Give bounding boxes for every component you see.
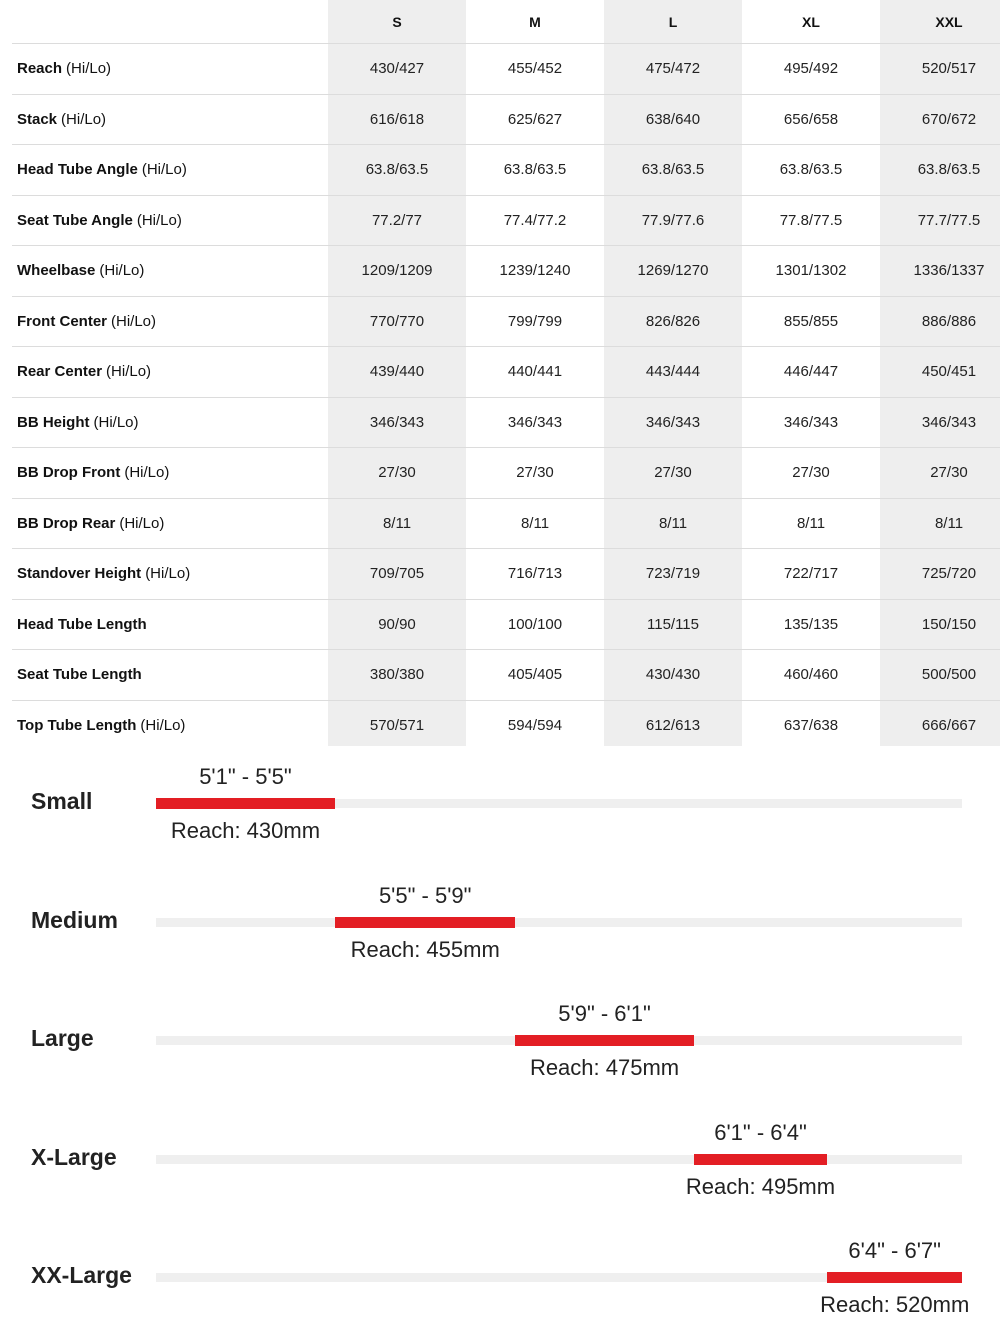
table-row (12, 94, 1000, 145)
table-cell: 440/441 (507, 363, 563, 381)
table-row (12, 195, 1000, 246)
table-cell: 77.8/77.5 (779, 211, 843, 229)
table-cell: 446/447 (783, 363, 839, 381)
row-label-name: Stack (17, 110, 58, 128)
row-label-suffix: (Hi/Lo) (93, 413, 139, 431)
table-row (12, 296, 1000, 347)
row-label-suffix: (Hi/Lo) (119, 514, 165, 532)
height-range-label: 5'9" - 6'1" (558, 1001, 651, 1026)
size-header-s: S (392, 13, 402, 30)
height-range-label: 5'1" - 5'5" (199, 764, 292, 789)
row-label-name: BB Drop Rear (17, 514, 116, 532)
row-label (17, 499, 164, 549)
table-cell: 495/492 (783, 60, 839, 78)
row-label-name: BB Height (17, 413, 90, 431)
reach-label: Reach: 475mm (529, 1055, 680, 1080)
table-cell: 709/705 (369, 565, 425, 583)
height-range-bar (335, 917, 516, 928)
height-range-track (156, 1155, 962, 1164)
table-cell: 150/150 (921, 615, 977, 633)
reach-label: Reach: 455mm (350, 937, 500, 962)
row-label-suffix: (Hi/Lo) (145, 565, 191, 583)
table-cell: 63.8/63.5 (641, 161, 705, 179)
table-cell: 1209/1209 (361, 262, 433, 280)
size-header-m: M (529, 13, 541, 30)
table-cell: 460/460 (783, 666, 839, 684)
table-cell: 855/855 (783, 312, 839, 330)
row-label-suffix: (Hi/Lo) (141, 161, 187, 179)
row-label-name: Reach (17, 60, 63, 78)
table-row (12, 447, 1000, 498)
table-cell: 1336/1337 (913, 262, 985, 280)
row-label-name: Standover Height (17, 565, 142, 583)
row-label (17, 650, 142, 700)
table-cell: 716/713 (507, 565, 563, 583)
table-cell: 8/11 (382, 514, 412, 532)
row-label (17, 549, 190, 599)
table-cell: 500/500 (921, 666, 977, 684)
row-label-suffix: (Hi/Lo) (124, 464, 170, 482)
row-label-name: Head Tube Angle (17, 161, 138, 179)
row-label-name: Seat Tube Length (17, 666, 142, 684)
row-label (17, 600, 147, 650)
row-label-suffix: (Hi/Lo) (140, 716, 186, 734)
table-row (12, 649, 1000, 700)
table-cell: 63.8/63.5 (917, 161, 981, 179)
size-name: X-Large (31, 1144, 117, 1170)
table-cell: 455/452 (507, 60, 563, 78)
table-cell: 63.8/63.5 (365, 161, 429, 179)
table-cell: 826/826 (645, 312, 701, 330)
table-cell: 1239/1240 (499, 262, 571, 280)
table-cell: 77.4/77.2 (503, 211, 567, 229)
table-cell: 27/30 (378, 464, 416, 482)
height-range-bar (694, 1154, 828, 1165)
table-row (12, 700, 1000, 751)
table-cell: 346/343 (921, 413, 977, 431)
size-header-xxl: XXL (935, 13, 963, 30)
row-label-name: Head Tube Length (17, 615, 147, 633)
table-row (12, 43, 1000, 94)
table-cell: 666/667 (921, 716, 977, 734)
row-label-name: BB Drop Front (17, 464, 121, 482)
height-range-bar (515, 1035, 693, 1046)
table-cell: 725/720 (921, 565, 977, 583)
table-cell: 886/886 (921, 312, 977, 330)
table-cell: 656/658 (783, 110, 839, 128)
row-label-suffix: (Hi/Lo) (106, 363, 152, 381)
row-label (17, 398, 139, 448)
table-cell: 1269/1270 (637, 262, 709, 280)
row-label (17, 145, 187, 195)
table-cell: 135/135 (783, 615, 839, 633)
table-cell: 8/11 (520, 514, 550, 532)
size-name: Small (31, 788, 93, 814)
table-cell: 770/770 (369, 312, 425, 330)
height-range-label: 6'1" - 6'4" (714, 1120, 807, 1145)
reach-label: Reach: 430mm (170, 818, 321, 843)
row-label (17, 44, 111, 94)
size-guide-row (0, 1234, 1000, 1327)
height-range-track (156, 918, 962, 927)
row-label (17, 347, 151, 397)
table-cell: 799/799 (507, 312, 563, 330)
table-cell: 570/571 (369, 716, 425, 734)
table-cell: 430/427 (369, 60, 425, 78)
height-range-bar (827, 1272, 962, 1283)
row-label-name: Rear Center (17, 363, 103, 381)
row-label (17, 95, 106, 145)
table-row (12, 144, 1000, 195)
table-cell: 8/11 (658, 514, 688, 532)
size-guide-row (0, 760, 1000, 878)
table-cell: 27/30 (654, 464, 692, 482)
size-guide-row (0, 1116, 1000, 1234)
reach-label: Reach: 520mm (820, 1292, 970, 1317)
table-cell: 27/30 (516, 464, 554, 482)
table-row (12, 346, 1000, 397)
row-label-suffix: (Hi/Lo) (111, 312, 157, 330)
size-name: Medium (31, 907, 118, 933)
table-row (12, 599, 1000, 650)
table-cell: 63.8/63.5 (779, 161, 843, 179)
table-row (12, 397, 1000, 448)
table-cell: 77.2/77 (371, 211, 423, 229)
row-label-suffix: (Hi/Lo) (61, 110, 107, 128)
table-cell: 8/11 (934, 514, 964, 532)
size-name: Large (31, 1025, 94, 1051)
table-cell: 723/719 (645, 565, 701, 583)
table-cell: 430/430 (645, 666, 701, 684)
row-label-name: Front Center (17, 312, 107, 330)
table-cell: 637/638 (783, 716, 839, 734)
row-label (17, 448, 169, 498)
table-cell: 638/640 (645, 110, 701, 128)
reach-label: Reach: 495mm (685, 1174, 836, 1199)
row-label-suffix: (Hi/Lo) (136, 211, 182, 229)
row-label (17, 196, 182, 246)
table-cell: 439/440 (369, 363, 425, 381)
table-cell: 1301/1302 (775, 262, 847, 280)
table-row (12, 498, 1000, 549)
table-cell: 27/30 (792, 464, 830, 482)
table-cell: 346/343 (369, 413, 425, 431)
table-cell: 625/627 (507, 110, 563, 128)
table-cell: 346/343 (783, 413, 839, 431)
row-label-suffix: (Hi/Lo) (99, 262, 145, 280)
table-row (12, 245, 1000, 296)
size-guide-row (0, 997, 1000, 1115)
table-cell: 8/11 (796, 514, 826, 532)
table-cell: 90/90 (378, 615, 416, 633)
table-cell: 63.8/63.5 (503, 161, 567, 179)
size-guide-row (0, 879, 1000, 997)
table-cell: 100/100 (507, 615, 563, 633)
row-label (17, 701, 185, 751)
table-cell: 722/717 (783, 565, 839, 583)
row-label (17, 297, 156, 347)
table-cell: 443/444 (645, 363, 701, 381)
size-header-xl: XL (802, 13, 820, 30)
table-cell: 77.7/77.5 (917, 211, 981, 229)
size-name: XX-Large (31, 1262, 132, 1288)
table-cell: 616/618 (369, 110, 425, 128)
size-header-l: L (668, 13, 678, 30)
row-label-name: Seat Tube Angle (17, 211, 133, 229)
table-cell: 520/517 (921, 60, 977, 78)
row-label-name: Top Tube Length (17, 716, 137, 734)
table-cell: 27/30 (930, 464, 968, 482)
table-cell: 115/115 (647, 615, 699, 633)
row-label-name: Wheelbase (17, 262, 96, 280)
height-range-label: 6'4" - 6'7" (848, 1238, 941, 1263)
row-label-suffix: (Hi/Lo) (66, 60, 112, 78)
table-header (0, 0, 1000, 43)
table-cell: 612/613 (645, 716, 701, 734)
table-cell: 405/405 (507, 666, 563, 684)
table-cell: 346/343 (507, 413, 563, 431)
table-cell: 450/451 (921, 363, 977, 381)
table-cell: 380/380 (369, 666, 425, 684)
table-cell: 346/343 (645, 413, 701, 431)
height-range-label: 5'5" - 5'9" (378, 883, 472, 908)
table-row (12, 548, 1000, 599)
table-cell: 77.9/77.6 (641, 211, 705, 229)
height-range-bar (156, 798, 335, 809)
table-cell: 594/594 (507, 716, 563, 734)
table-cell: 670/672 (921, 110, 977, 128)
table-cell: 475/472 (645, 60, 701, 78)
row-label (17, 246, 144, 296)
